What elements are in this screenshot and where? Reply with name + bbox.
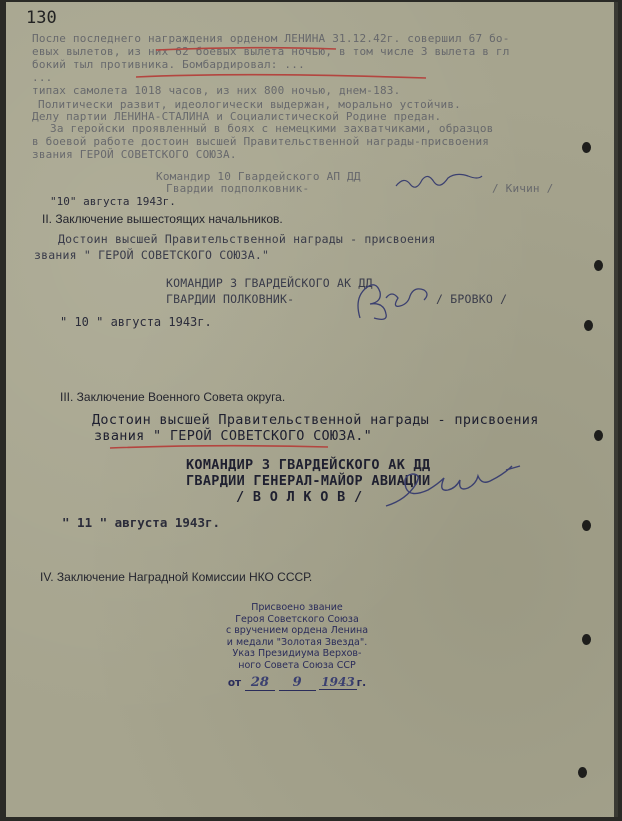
commander-10-name: / Кичин / xyxy=(492,182,554,195)
section2-sig-line2: ГВАРДИИ ПОЛКОВНИК- xyxy=(166,292,295,306)
section4-heading: IV. Заключение Наградной Комиссии НКО СССР. xyxy=(40,570,313,584)
top-text-line: После последнего награждения орденом ЛЕНИНА 31.12.42г. совершил 67 бо- xyxy=(32,32,510,45)
award-date-suffix: г. xyxy=(356,677,367,689)
award-date-prefix: от xyxy=(227,677,242,689)
top-text-line: типах самолета 1018 часов, из них 800 ночью, днем-183. xyxy=(32,84,401,97)
award-stamp-date xyxy=(204,677,390,690)
award-date-year: 1943 xyxy=(321,675,355,689)
page-number: 130 xyxy=(26,8,57,28)
punch-hole xyxy=(582,634,591,645)
top-text-line: бокий тыл противника. Бомбардировал: ... xyxy=(32,58,305,71)
commander-10-rank: Гвардии подполковник- xyxy=(166,182,310,195)
award-date-day: 28 xyxy=(245,675,275,691)
top-text-line: За геройски проявленный в боях с немецкими захватчиками, образцов xyxy=(50,122,494,135)
top-text-line: в боевой работе достоин высшей Правительственной награды-присвоения xyxy=(32,135,490,148)
award-stamp-line: ного Совета Союза ССР xyxy=(238,659,356,671)
section3-sig-line2: ГВАРДИИ ГЕНЕРАЛ-МАЙОР АВИАЦИИ xyxy=(186,473,431,489)
award-stamp-line: Героя Советского Союза xyxy=(235,613,359,625)
award-stamp-line: и медали "Золотая Звезда". xyxy=(226,636,368,648)
commander-10-title: Командир 10 Гвардейского АП ДД xyxy=(156,170,361,183)
section3-date: " 11 " августа 1943г. xyxy=(62,515,221,530)
section2-sig-name: / БРОВКО / xyxy=(436,292,508,306)
section2-date: " 10 " августа 1943г. xyxy=(60,315,212,329)
section3-heading: III. Заключение Военного Совета округа. xyxy=(60,390,286,404)
section2-body-line1: Достоин высшей Правительственной награды - присвоения xyxy=(58,232,436,246)
award-date-month: 9 xyxy=(279,675,316,691)
award-stamp-line: с вручением ордена Ленина xyxy=(225,625,369,636)
section3-sig-name: / В О Л К О В / xyxy=(236,489,363,505)
top-text-line: ... xyxy=(32,71,53,84)
section2-heading: II. Заключение вышестоящих начальников. xyxy=(42,212,283,226)
top-text-line: Делу партии ЛЕНИНА-СТАЛИНА и Социалистической Родине предан. xyxy=(32,110,442,123)
section3-body-line1: Достоин высшей Правительственной награды - присвоения xyxy=(92,412,539,428)
signature-volkov xyxy=(378,460,548,516)
award-stamp-line: Указ Президиума Верхов- xyxy=(232,648,362,659)
document-page xyxy=(6,2,618,817)
award-stamp xyxy=(204,602,390,690)
section2-sig-line1: КОМАНДИР 3 ГВАРДЕЙСКОГО АК ДД xyxy=(166,276,373,290)
red-underline xyxy=(6,2,618,462)
top-text-line: звания ГЕРОЙ СОВЕТСКОГО СОЮЗА. xyxy=(32,148,237,161)
top-text-line: Политически развит, идеологически выдержан, морально устойчив. xyxy=(38,98,461,111)
top-text-line: евых вылетов, из них 62 боевых вылета ночью, в том числе 3 вылета в гл xyxy=(32,45,510,58)
section1-date: "10" августа 1943г. xyxy=(50,195,176,208)
award-stamp-line: Присвоено звание xyxy=(251,602,343,613)
punch-hole xyxy=(582,520,591,531)
section3-sig-line1: КОМАНДИР 3 ГВАРДЕЙСКОГО АК ДД xyxy=(186,457,431,473)
section2-body-line2: звания " ГЕРОЙ СОВЕТСКОГО СОЮЗА." xyxy=(34,248,270,262)
section3-body-line2: звания " ГЕРОЙ СОВЕТСКОГО СОЮЗА." xyxy=(94,428,373,444)
punch-hole xyxy=(578,767,587,778)
